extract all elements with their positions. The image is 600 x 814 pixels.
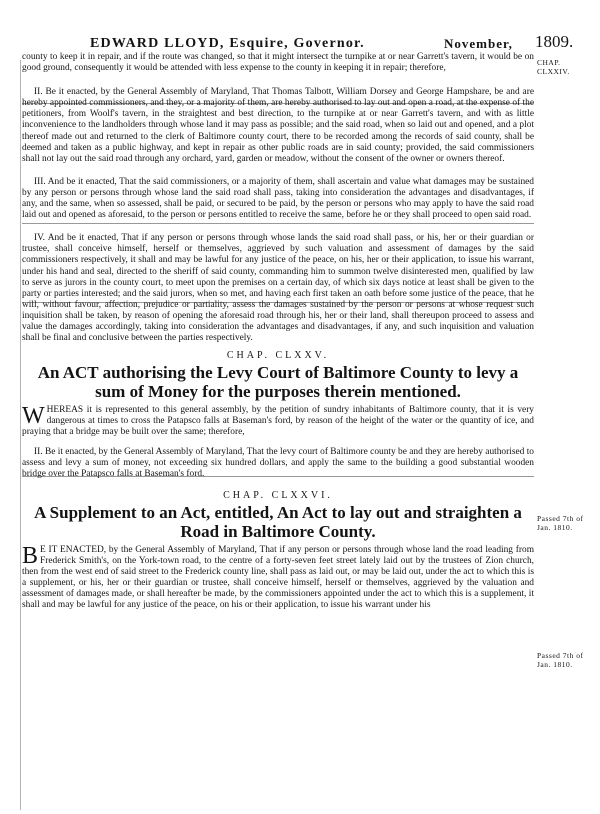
paragraph-section-4: IV. And be it enacted, That if any person or persons through whose lands the said road shall pass, or his, her or their guardian or trustee, shall conceive himself, herself or themselves, aggrieved by such valuation and assessment of damages by the said commissioners respectively, it shall and may be lawful for any justice of the peace, on his, her or their application, to issue his warrant, under his hand and seal, directed to the sheriff of said county, commanding him to summon twelve disinterested men, qualified by law to serve as jurors in the county court, to meet upon the premises on a certain day, of which six days notice at least shall be given to the party or parties interested; and the said jurors, when so met, and having each first taken an oath before some justice of the peace, that he will, without favour, affection, prejudice or partiality, assess the damages sustained by the person or persons at whose request such inquisition shall be taken, by reason of opening the aforesaid road through his, her or their land, shall thereupon proceed to assess and value the damages accordingly, taking into consideration the advantages and disadvantages, if any, and such inquisition and valuation shall be final and conclusive between the parties respectively. bbox=[22, 233, 534, 344]
margin-note-chap-ref: CHAP. CLXXIV. bbox=[537, 58, 570, 76]
act-title-175: An ACT authorising the Levy Court of Baltimore County to levy a sum of Money for the purposes therein mentioned. bbox=[37, 363, 519, 402]
paragraph-175-1 bbox=[22, 405, 534, 438]
paragraph-175-2: II. Be it enacted, by the General Assembly of Maryland, That the levy court of Baltimore county be and they are hereby authorised to assess and levy a sum of money, not exceeding six hundred dollars, and apply the same to the building a good substantial wooden bridge over the Patapsco falls at Baseman's ford. bbox=[22, 446, 534, 479]
margin-note-passed-2: Passed 7th of Jan. 1810. bbox=[537, 651, 584, 669]
paragraph-175-1-text: HEREAS it is represented to this general assembly, by the petition of sundry inhabitants of Baltimore county, that it is very dangerous at times to cross the Patapsco falls at Baseman's ford, by reason of the height of the water or the quantity of ice, and praying that a bridge may be built over the same; therefore, bbox=[22, 405, 534, 438]
header-year: 1809. bbox=[535, 32, 574, 51]
dropcap-175: W bbox=[22, 403, 45, 430]
paragraph-section-3: III. And be it enacted, That the said commissioners, or a majority of them, shall ascertain and value what damages may be sustained by any person or persons through whose land the said road shall pass, taking into consideration the advantages and disadvantages, if any, and the same, when so assessed, shall be paid, or secured to be paid, by the person or persons who may apply to have the said road laid out and opened as aforesaid, to the person or persons entitled to receive the same, before he or they shall proceed to open said road. bbox=[22, 176, 534, 221]
header-title: EDWARD LLOYD, Esquire, Governor. bbox=[90, 36, 365, 51]
left-column-rule bbox=[20, 60, 21, 810]
dropcap-176: B bbox=[22, 542, 39, 569]
paragraph-intro: county to keep it in repair, and if the route was changed, so that it might intersect the turnpike at or near Garrett's tavern, it would be on good ground, consequently it would be attended with less expense to the county in keeping it in repair; therefore, bbox=[22, 52, 534, 74]
header-month: November, bbox=[444, 36, 513, 51]
paragraph-176-1-text: E IT ENACTED, by the General Assembly of Maryland, That if any person or persons through whose land the road leading from Frederick Smith's, on the York-town road, to the centre of a forty-seven feet street lately laid out by the trustees of Zion church, then from the west end of said street to the Frederick county line, shall pass as laid out, or may be laid out, under the act to which this is a supplement, or his, her or their guardian or trustee, shall conceive himself, herself or themselves, aggrieved by the valuation and assessment of damages made, or shall hereafter be made, by the commissioners appointed under the act to which this is a supplement, it shall and may be lawful for any justice of the peace, on his or their application, to issue his warrant under his bbox=[22, 544, 534, 611]
chapter-heading-175: CHAP. CLXXV. bbox=[226, 350, 330, 362]
margin-note-passed-1: Passed 7th of Jan. 1810. bbox=[537, 514, 584, 532]
paragraph-section-2: II. Be it enacted, by the General Assembly of Maryland, That Thomas Talbott, William Dorsey and George Hampshare, be and are hereby appointed commissioners, and they, or a majority of them, are hereby authorised to lay out and open a road, at the expense of the petitioners, from Woolf's tavern, in the straightest and best direction, to the turnpike at or near Garrett's tavern, and with as little inconvenience to the landholders through whose land it may pass as possible; and the said road, when so laid out and opened, and a plot thereof made out and returned to the clerk of Baltimore county court, there to be recorded among the records of said county, shall be deemed and taken as a public highway, and kept in repair as other public roads are in said county; provided, the said commissioners shall not lay out the said road through any orchard, yard, garden or meadow, without the consent of the owner or owners thereof. bbox=[22, 87, 534, 164]
chapter-heading-176: CHAP. CLXXVI. bbox=[223, 489, 333, 501]
act-title-176: A Supplement to an Act, entitled, An Act to lay out and straighten a Road in Baltimore County. bbox=[34, 502, 522, 541]
paragraph-176-1 bbox=[22, 542, 534, 612]
document-body bbox=[22, 52, 534, 616]
